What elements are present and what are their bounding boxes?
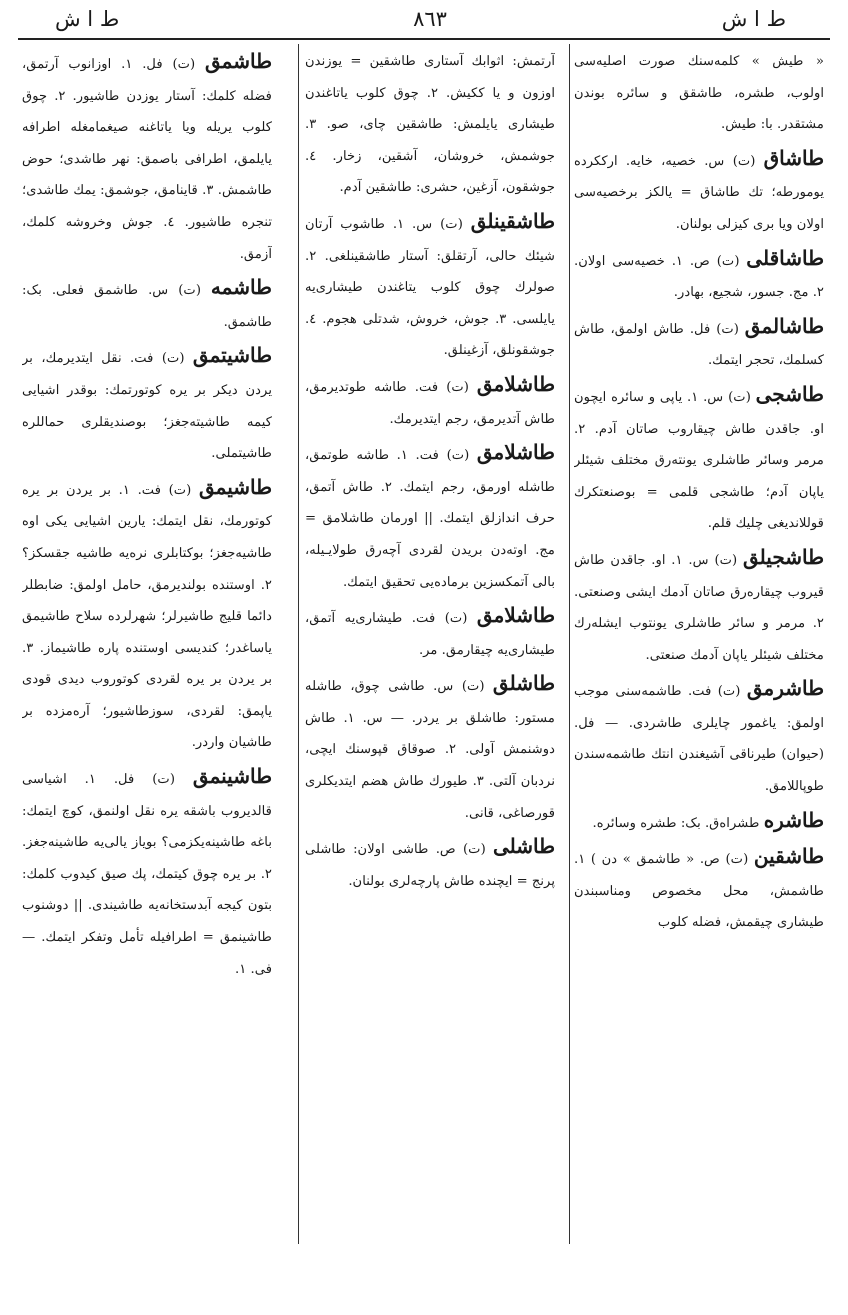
entry: [305, 831, 555, 897]
column-divider-left: [298, 44, 299, 1244]
entry-text: (ت) س. طاشمق فعلی. بک: طاشمق.: [22, 283, 272, 330]
headword: طاشره: [763, 807, 824, 832]
headword: طاشیمق: [198, 474, 272, 499]
entry-text: (ت) س. خصیه، خایه. ارککرده یومورطه؛ تك طاشاق = یالکز برخصیه‌سی اولان ویا بری کیزلی بولنان.: [574, 153, 824, 232]
headword: طاشجی: [755, 381, 824, 406]
entry: [574, 243, 824, 309]
header-rule: [18, 38, 830, 40]
entry-text: (ت) فت. طاشمه‌سنی موجب اولمق: یاغمور چایلری طاشردی. — فل. (حیوان) طیرناقی آشیغندن انتك طاشمه‌سندن طوپاللامق.: [574, 684, 824, 795]
entry-text: (ت) فت. ۱. طاشه طوتمق، طاشله اورمق، رجم ایتمك. ۲. طاش آتمق، حرف اندازلق ایتمك. || اورمان طاشلامق = مج. اوتەدن بریدن لقردی آچەرق طولایـیله، بالی آتمکسزین برماده‌یی تحقیق ایتمك.: [305, 448, 555, 590]
entry: [574, 46, 824, 141]
entry-text: (ت) ص. ۱. خصیه‌سی اولان. ۲. مج. جسور، شجیع، بهادر.: [574, 253, 824, 301]
entry: [574, 379, 824, 540]
headword: طاشلی: [492, 834, 555, 859]
entry-text: (ت) فت. ۱. بر یردن بر یره کوتورمك، نقل ایتمك: یارین اشیایی یکی اوه طاشیه‌جغز؛ بوکتابلری نره‌یه طاشیه جقسکز؟ ۲. اوستنده بولندیرمق، حامل اولمق: ضابطلر دائما قلیج طاشیرلر؛ شهرلرده سلاح طاشیمق یاساغدر؛ کندیسی اوستنده پاره طاشیماز. ۳. بر یردن بر یره لقردی کوتوروب دیدی قودی یاپمق: لقردی، سوزطاشیور؛ آره‌مزده بر طاشیان واردر.: [22, 482, 272, 751]
headword: طاشرمق: [746, 676, 824, 701]
headword: طاشمه: [210, 275, 272, 300]
entry-text: طشراەق. بک: طشره وسائره.: [592, 815, 760, 831]
entry: [305, 668, 555, 829]
headword: طاشلامق: [476, 371, 555, 396]
entry: [574, 805, 824, 840]
column-right: [574, 46, 824, 1246]
entry-text: (ت) س. ۱. طاشوب آرتان شیئك حالی، آرتقلق: آستار طاشقینلغی. ۲. صولرك چوق کلوب یتاغندن طیشاری‌یه یایلسی. ۳. جوش، خروش، شدتلی هجوم. ٤. جوشقونلق، آزغینلق.: [305, 216, 555, 359]
entry-text: (ت) فت. طیشاری‌یه آتمق، طیشاری‌یه چیقارمق. مر.: [305, 611, 555, 658]
entry-text: « طیش » کلمه‌سنك صورت اصلیه‌سی اولوب، طشره، طاشقق و سائره بوندن مشتقدر. با: طیش.: [574, 54, 824, 133]
entry: [22, 272, 272, 338]
headword: طاشیتمق: [192, 343, 272, 368]
entry-text: (ت) س. ۱. او. جاقدن طاش قیروب چیقارەرق صاتان آدمك ایشی وصنعتی. ۲. مرمر و سائر طاشلری یونتوب ایشلەرك مختلف شیئلر یاپان آدمك صنعتی.: [574, 552, 824, 663]
entry: [22, 340, 272, 469]
headword: طاشقین: [753, 844, 824, 869]
headword: طاشجیلق: [742, 544, 824, 569]
entry: [574, 143, 824, 241]
entry: [305, 600, 555, 666]
headword: طاشینمق: [192, 764, 272, 789]
entry: [574, 311, 824, 377]
entry-text: آرتمش: اثوابك آستاری طاشقین = یوزندن اوزون و یا ککیش. ۲. چوق کلوب یاتاغندن طیشاری یایلمش: طاشقین چای، صو. ۳. جوشمش، خروشان، آشقین، زخار. ٤. جوشقون، آزغین، حشری: طاشقین آدم.: [305, 54, 555, 196]
entry: [305, 206, 555, 367]
entry-text: (ت) فل. ۱. اشیاسی قالدیروب باشقه یره نقل اولنمق، کوچ ایتمك: باغه طاشینه‌یکزمی؟ بویاز یالی‌یه طاشینه‌جغز. ۲. بر یره چوق کیتمك، پك صیق کیدوب کلمك: بتون کیجه آبدستخانه‌یه طاشیندی. || دوشنوب طاشینمق = اطرافیله تأمل وتفکر ایتمك. — فی. ۱.: [22, 772, 272, 977]
page-number: ٨٦٣: [413, 7, 447, 31]
entry: [574, 841, 824, 939]
entry-text: (ت) فت. نقل ایتدیرمك، بر یردن دیکر بر یره کوتورتمك: بوقدر اشیایی کیمه طاشیته‌جغز؛ بوصندیقلری حماللره طاشیتملی.: [22, 351, 272, 462]
entry-text: (ت) فت. طاشه طوتدیرمق، طاش آتدیرمق، رجم ایتدیرمك.: [305, 379, 555, 427]
entry: [22, 46, 272, 270]
entry-text: (ت) فل. طاش اولمق، طاش کسلمك، تحجر ایتمك.: [574, 321, 824, 369]
entry: [305, 46, 555, 204]
headword: طاشاقلی: [746, 245, 824, 270]
headword: طاشقینلق: [470, 208, 555, 233]
entry: [22, 472, 272, 759]
entry: [22, 761, 272, 985]
entry-text: (ت) ص. طاشی اولان: طاشلی پرنج = ایچنده طاش پارچەلری بولنان.: [305, 842, 555, 889]
entry: [574, 673, 824, 802]
headword: طاشلامق: [476, 603, 555, 628]
headword: طاشالمق: [744, 313, 824, 338]
running-head-left: ط ا ش: [55, 7, 120, 31]
column-middle: [305, 46, 555, 1246]
running-head-right: ط ا ش: [721, 7, 786, 31]
column-left: [22, 46, 272, 1246]
entry: [305, 369, 555, 435]
headword: طاشاق: [763, 145, 824, 170]
entry-text: (ت) س. طاشی چوق، طاشله مستور: طاشلق بر یردر. — س. ۱. طاش دوشنمش آولی. ۲. صوقاق قپوسنك ایچی، نردبان آلتی. ۳. طیورك طاش هضم ایتدیکلری قورصاغی، قانی.: [305, 679, 555, 821]
entry-text: (ت) فل. ۱. اوزانوب آرتمق، فضله کلمك: آستار یوزدن طاشیور. ۲. چوق کلوب یریله ویا یاتاغنه صیغمامغله اطرافه یایلمق، اطرافی باصمق: نهر طاشدی؛ حوض طاشمش. ۳. قاینامق، جوشمق: یمك طاشدی؛ تنجره طاشیور. ٤. جوش وخروشه کلمك، آزمق.: [22, 57, 272, 262]
entry-text: (ت) س. ۱. یاپی و سائره ایچون او. جاقدن طاش چیقاروب صاتان آدم. ۲. مرمر وسائر طاشلری یونتەرق مختلف شیئلر یاپان آدم؛ طاشجی قلمی = بوصنعتکرك قوللاندیغی چلیك قلم.: [574, 389, 824, 532]
column-divider-right: [569, 44, 570, 1244]
headword: طاشلامق: [476, 440, 555, 465]
entry: [305, 437, 555, 598]
entry: [574, 542, 824, 671]
entry-text: (ت) ص. « طاشمق » دن ) ۱. طاشمش، محل مخصوص ومناسبندن طیشاری چیقمش، فضله کلوب: [574, 852, 824, 931]
headword: طاشمق: [204, 49, 272, 73]
headword: طاشلق: [492, 671, 555, 696]
